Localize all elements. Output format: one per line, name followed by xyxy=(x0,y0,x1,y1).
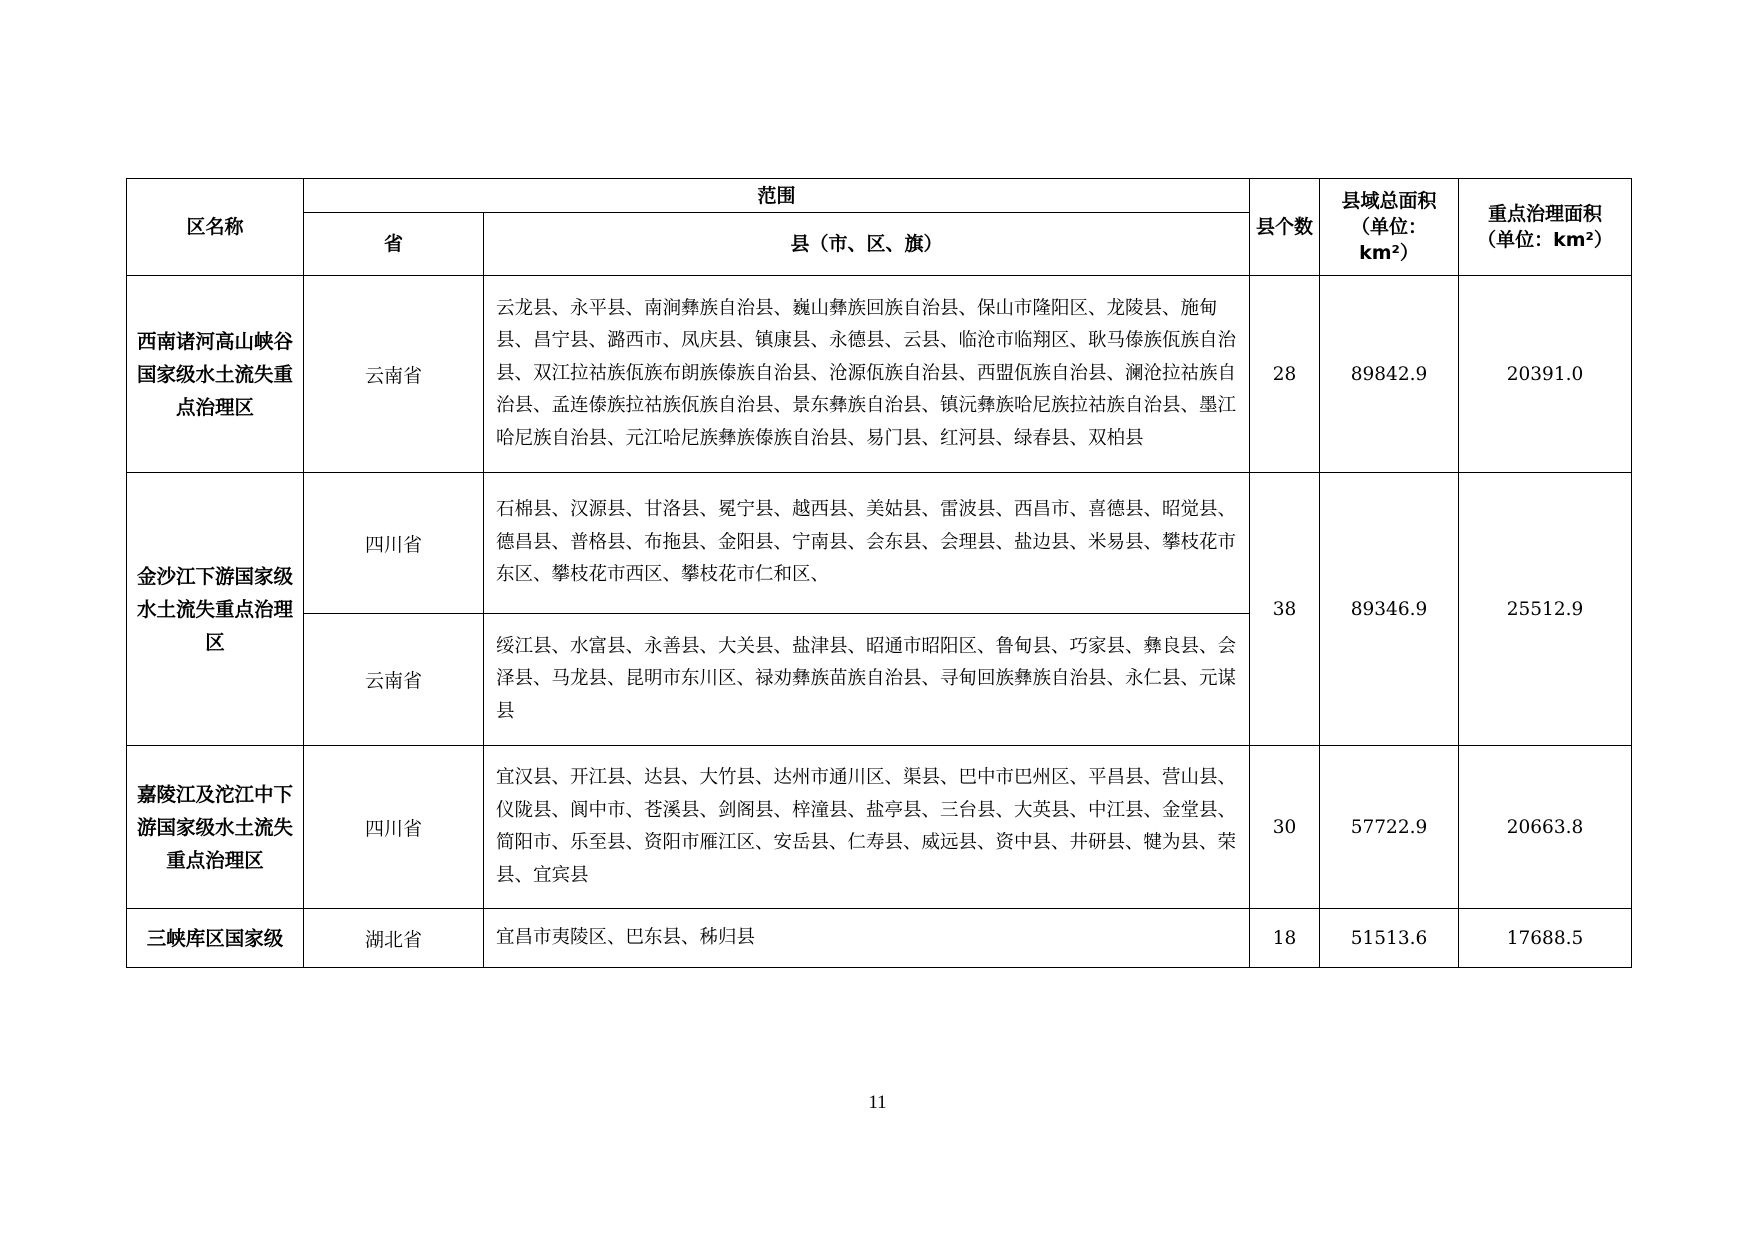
county-count-cell: 28 xyxy=(1250,276,1320,473)
total-area-cell: 89346.9 xyxy=(1320,473,1459,746)
zone-name-cell: 嘉陵江及沱江中下游国家级水土流失重点治理区 xyxy=(127,746,304,909)
table-row xyxy=(127,473,1632,614)
key-area-cell: 20663.8 xyxy=(1459,746,1632,909)
table-row xyxy=(127,746,1632,909)
zone-name-cell: 金沙江下游国家级水土流失重点治理区 xyxy=(127,473,304,746)
header-county-count: 县个数 xyxy=(1250,179,1320,276)
table-row xyxy=(127,276,1632,473)
header-zone-name: 区名称 xyxy=(127,179,304,276)
province-cell: 湖北省 xyxy=(304,909,484,968)
province-cell: 云南省 xyxy=(304,614,484,746)
province-cell: 四川省 xyxy=(304,746,484,909)
zone-name-cell: 三峡库区国家级 xyxy=(127,909,304,968)
header-row-1 xyxy=(127,179,1632,213)
province-cell: 四川省 xyxy=(304,473,484,614)
county-count-cell: 30 xyxy=(1250,746,1320,909)
total-area-cell: 51513.6 xyxy=(1320,909,1459,968)
header-counties: 县（市、区、旗） xyxy=(484,213,1250,276)
total-area-cell: 57722.9 xyxy=(1320,746,1459,909)
counties-cell: 宜汉县、开江县、达县、大竹县、达州市通川区、渠县、巴中市巴州区、平昌县、营山县、仪陇县、阆中市、苍溪县、剑阁县、梓潼县、盐亭县、三台县、大英县、中江县、金堂县、简阳市、乐至县、资阳市雁江区、安岳县、仁寿县、威远县、资中县、井研县、犍为县、荣县、宜宾县 xyxy=(484,746,1250,909)
header-province: 省 xyxy=(304,213,484,276)
counties-cell: 石棉县、汉源县、甘洛县、冕宁县、越西县、美姑县、雷波县、西昌市、喜德县、昭觉县、德昌县、普格县、布拖县、金阳县、宁南县、会东县、会理县、盐边县、米易县、攀枝花市东区、攀枝花市西区、攀枝花市仁和区、 xyxy=(484,473,1250,614)
county-count-cell: 38 xyxy=(1250,473,1320,746)
key-area-cell: 17688.5 xyxy=(1459,909,1632,968)
key-area-cell: 20391.0 xyxy=(1459,276,1632,473)
header-key-area: 重点治理面积（单位：km²） xyxy=(1459,179,1632,276)
header-total-area: 县域总面积（单位：km²） xyxy=(1320,179,1459,276)
page-number: 11 xyxy=(868,1092,887,1113)
total-area-cell: 89842.9 xyxy=(1320,276,1459,473)
county-count-cell: 18 xyxy=(1250,909,1320,968)
province-cell: 云南省 xyxy=(304,276,484,473)
counties-cell: 云龙县、永平县、南涧彝族自治县、巍山彝族回族自治县、保山市隆阳区、龙陵县、施甸县、昌宁县、潞西市、凤庆县、镇康县、永德县、云县、临沧市临翔区、耿马傣族佤族自治县、双江拉祜族佤族布朗族傣族自治县、沧源佤族自治县、西盟佤族自治县、澜沧拉祜族自治县、孟连傣族拉祜族佤族自治县、景东彝族自治县、镇沅彝族哈尼族拉祜族自治县、墨江哈尼族自治县、元江哈尼族彝族傣族自治县、易门县、红河县、绿春县、双柏县 xyxy=(484,276,1250,473)
zone-name-cell: 西南诸河高山峡谷国家级水土流失重点治理区 xyxy=(127,276,304,473)
table-row xyxy=(127,909,1632,968)
key-area-cell: 25512.9 xyxy=(1459,473,1632,746)
counties-cell: 宜昌市夷陵区、巴东县、秭归县 xyxy=(484,909,1250,968)
header-scope: 范围 xyxy=(304,179,1250,213)
counties-cell: 绥江县、水富县、永善县、大关县、盐津县、昭通市昭阳区、鲁甸县、巧家县、彝良县、会泽县、马龙县、昆明市东川区、禄劝彝族苗族自治县、寻甸回族彝族自治县、永仁县、元谋县 xyxy=(484,614,1250,746)
key-governance-zone-table xyxy=(126,178,1632,968)
